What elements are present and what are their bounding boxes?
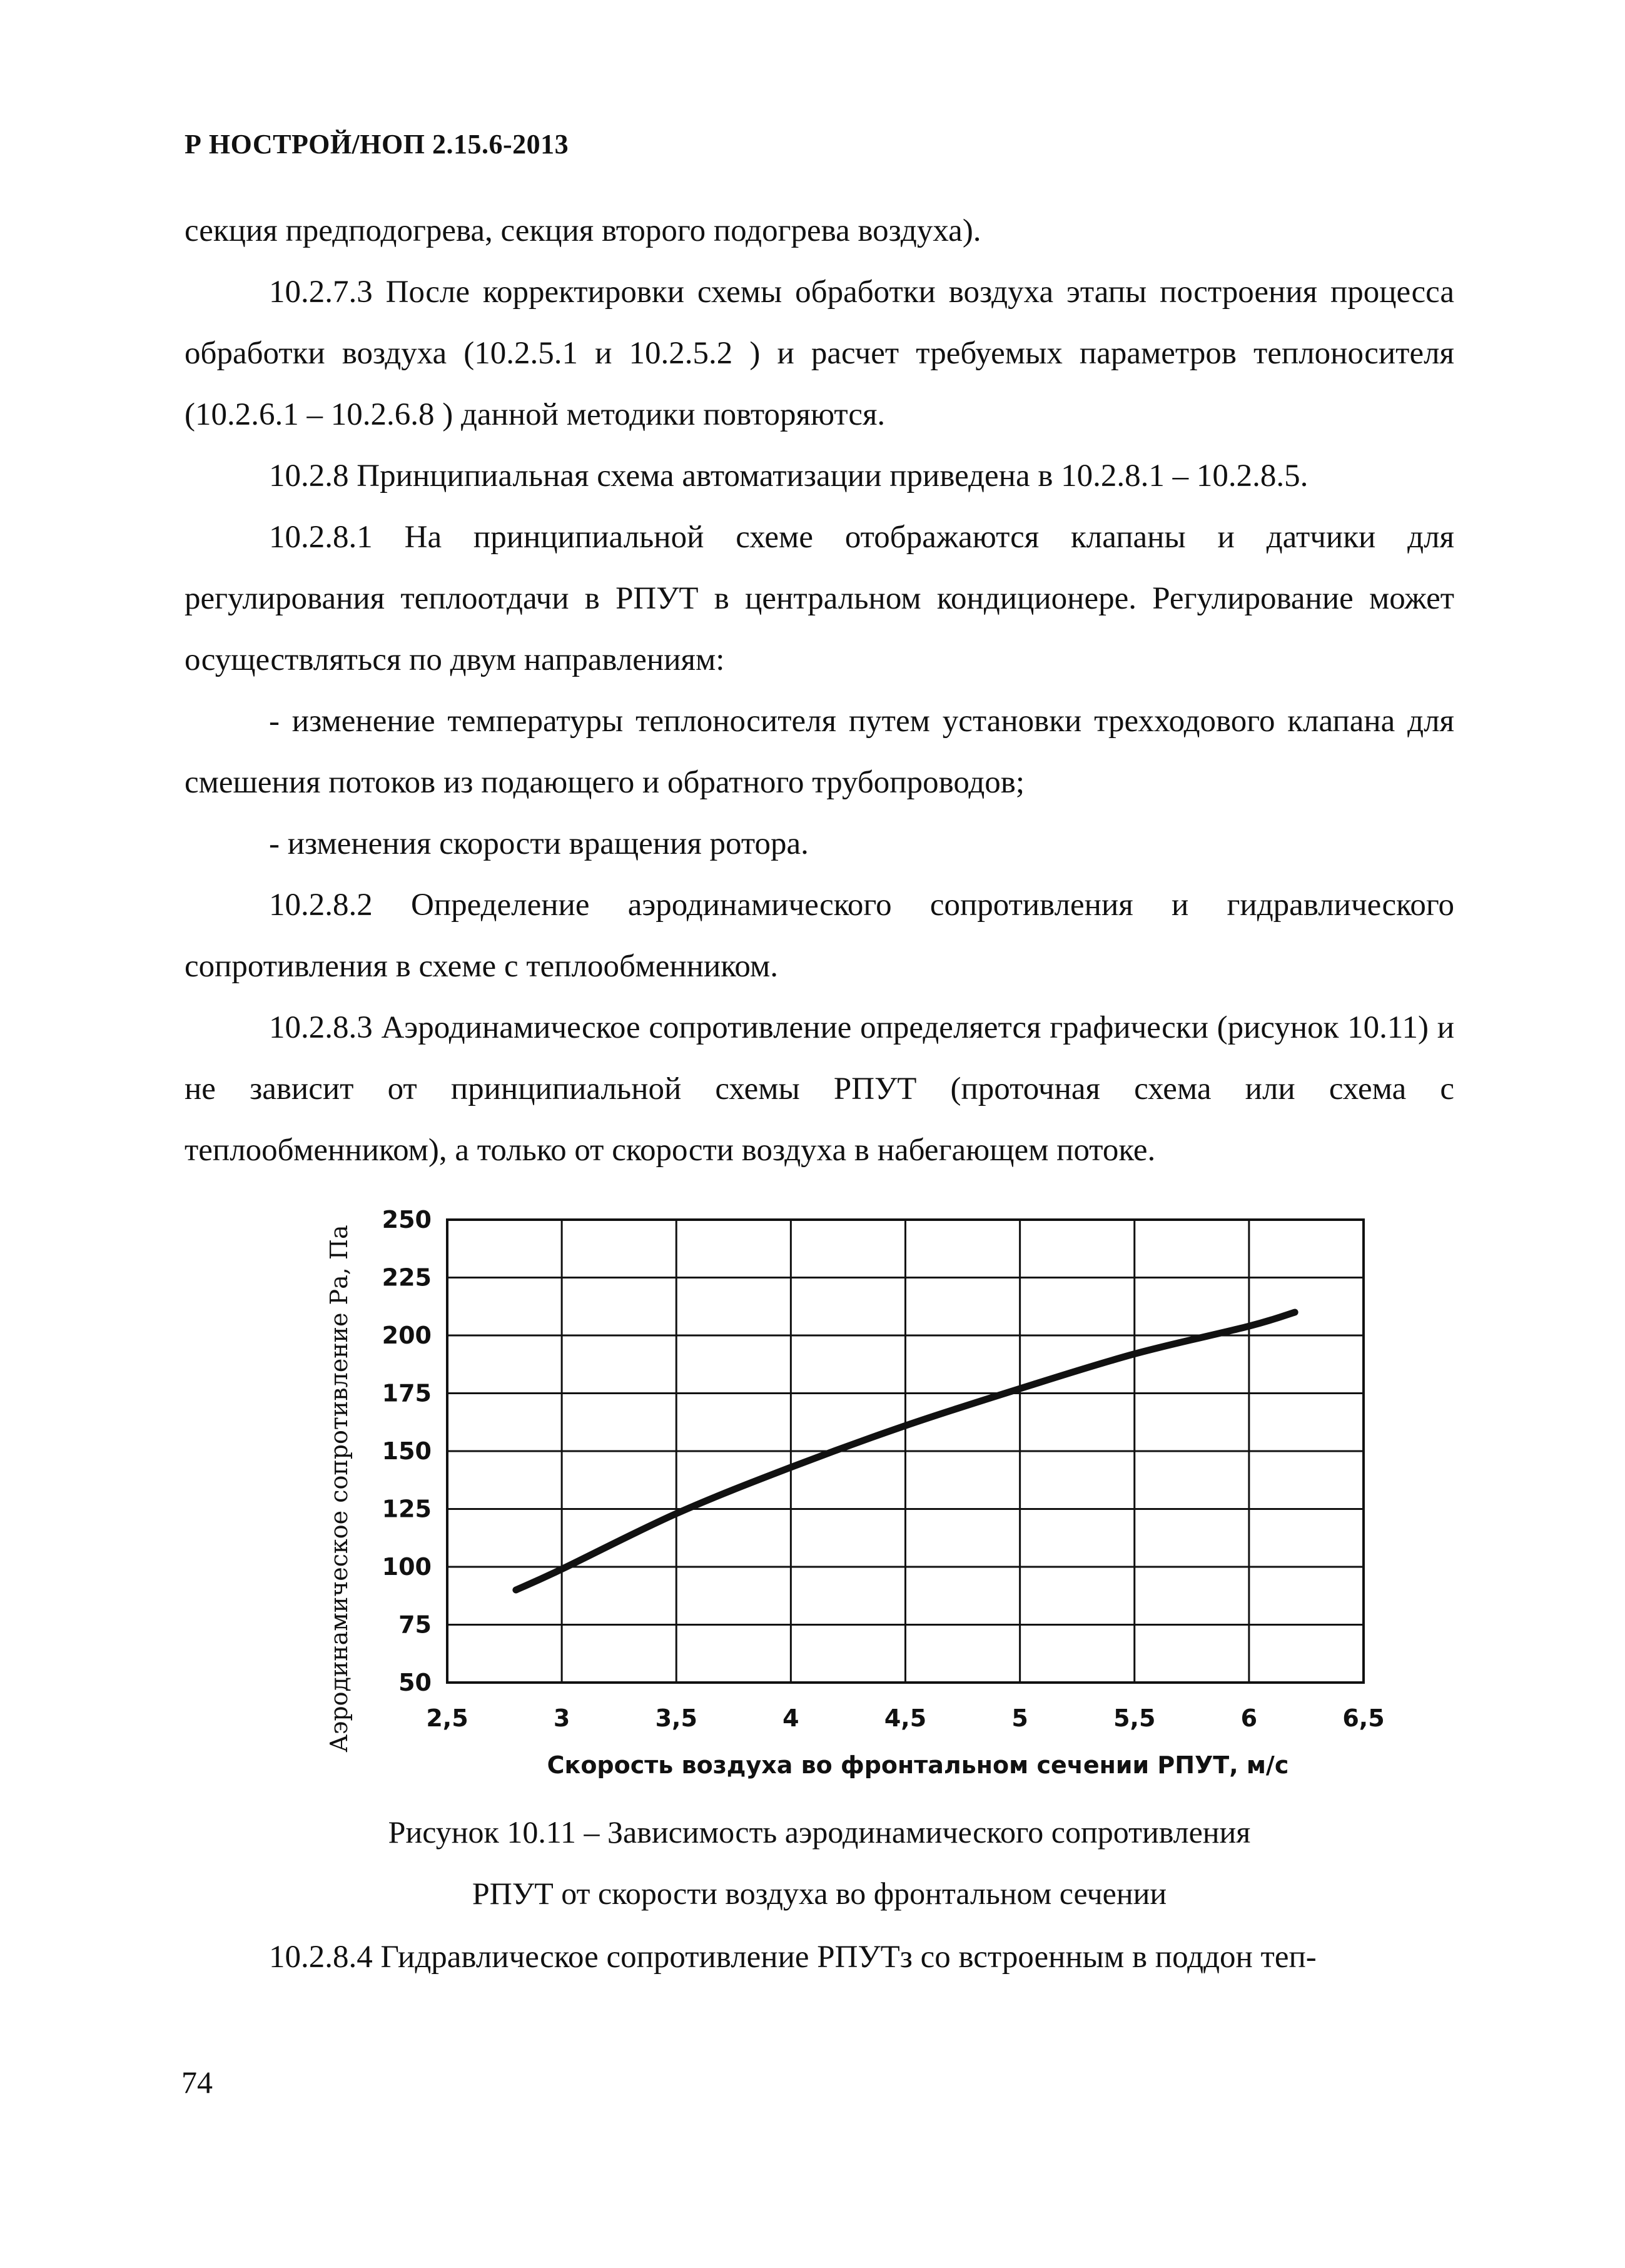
- y-tick-label: 175: [382, 1379, 432, 1407]
- document-code-header: Р НОСТРОЙ/НОП 2.15.6-2013: [185, 129, 569, 159]
- figure-10-11: [313, 1188, 1407, 1801]
- paragraph: 10.2.8.4 Гидравлическое сопротивление РПУТз со встроенным в поддон теп-: [269, 1940, 1317, 1975]
- x-tick-label: 4: [782, 1704, 799, 1732]
- y-axis-title: Аэродинамическое сопротивление Ра, Па: [325, 1225, 353, 1753]
- y-tick-label: 125: [382, 1495, 432, 1523]
- caption-line-1: Рисунок 10.11 – Зависимость аэродинамического сопротивления: [388, 1815, 1251, 1850]
- y-tick-label: 75: [398, 1611, 432, 1639]
- y-tick-label: 100: [382, 1553, 432, 1581]
- paragraph: 10.2.7.3 После корректировки схемы обработки воздуха этапы построения процесса обработки воздуха (10.2.5.1 и 10.2.5.2 ) и расчет требуемых параметров теплоносителя (10.2.6.1 – 10.2.6.8 ) данной методики повторяются.: [185, 275, 1454, 432]
- paragraph: 10.2.8 Принципиальная схема автоматизации приведена в 10.2.8.1 – 10.2.8.5.: [269, 458, 1309, 494]
- x-tick-label: 2,5: [426, 1704, 468, 1732]
- x-tick-label: 5,5: [1113, 1704, 1156, 1732]
- paragraph: 10.2.8.2 Определение аэродинамического сопротивления и гидравлического сопротивления в схеме с теплообменником.: [185, 888, 1454, 984]
- paragraph: 10.2.8.3 Аэродинамическое сопротивление определяется графически (рисунок 10.11) и не зависит от принципиальной схемы РПУТ (проточная схема или схема с теплообменником), а только от скорости воздуха в набегающем потоке.: [185, 1010, 1454, 1168]
- paragraph: - изменения скорости вращения ротора.: [269, 826, 809, 861]
- paragraph: - изменение температуры теплоносителя путем установки трехходового клапана для смешения потоков из подающего и обратного трубопроводов;: [185, 704, 1454, 800]
- x-tick-label: 4,5: [884, 1704, 927, 1732]
- y-tick-label: 250: [382, 1206, 432, 1233]
- figure-caption: [185, 1801, 1454, 1924]
- x-axis-title: Скорость воздуха во фронтальном сечении РПУТ, м/с: [547, 1751, 1289, 1779]
- paragraph: секция предподогрева, секция второго подогрева воздуха).: [185, 213, 981, 248]
- x-tick-label: 3: [553, 1704, 570, 1732]
- x-tick-label: 3,5: [655, 1704, 697, 1732]
- x-tick-label: 6,5: [1342, 1704, 1385, 1732]
- caption-line-2: РПУТ от скорости воздуха во фронтальном сечении: [472, 1876, 1167, 1911]
- x-tick-label: 6: [1240, 1704, 1258, 1732]
- y-tick-label: 50: [398, 1669, 432, 1696]
- y-tick-label: 200: [382, 1322, 432, 1349]
- resistance-chart: [313, 1188, 1407, 1801]
- y-tick-label: 225: [382, 1263, 432, 1292]
- body-text: [185, 200, 1454, 1181]
- y-tick-label: 150: [382, 1437, 432, 1465]
- paragraph: 10.2.8.1 На принципиальной схеме отображаются клапаны и датчики для регулирования теплоотдачи в РПУТ в центральном кондиционере. Регулирование может осуществляться по двум направлениям:: [185, 520, 1454, 677]
- page-number: 74: [181, 2065, 213, 2100]
- x-tick-label: 5: [1011, 1704, 1028, 1732]
